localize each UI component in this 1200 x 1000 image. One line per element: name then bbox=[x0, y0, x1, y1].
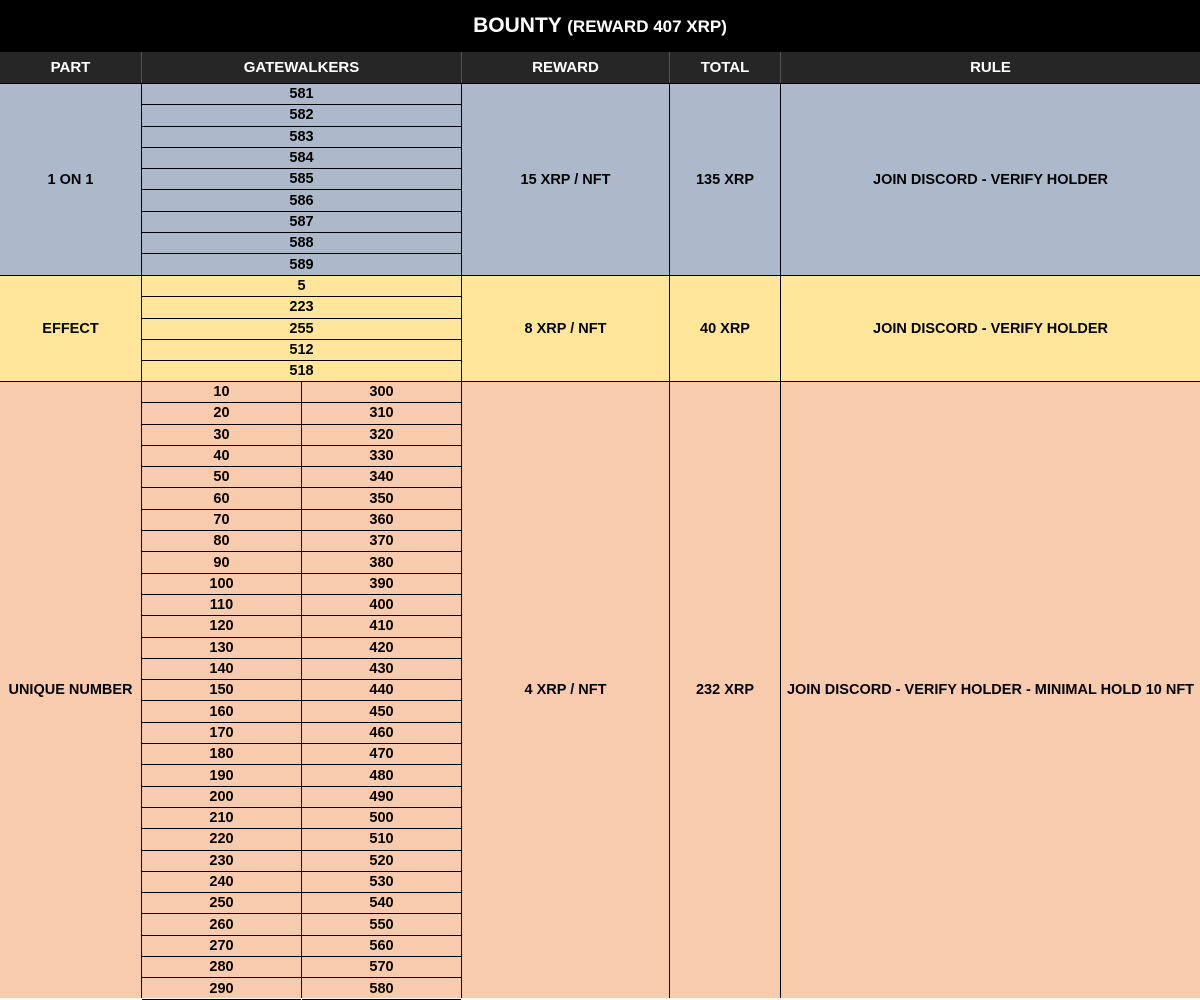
gatewalker-number: 270 bbox=[142, 936, 301, 957]
gatewalker-number: 255 bbox=[142, 319, 461, 340]
gatewalker-number: 560 bbox=[302, 936, 461, 957]
gatewalker-number: 460 bbox=[302, 723, 461, 744]
gatewalker-number: 40 bbox=[142, 446, 301, 467]
gatewalker-number: 581 bbox=[142, 84, 461, 105]
header-divider bbox=[780, 52, 781, 83]
header-reward: REWARD bbox=[532, 59, 599, 76]
gatewalker-number: 200 bbox=[142, 787, 301, 808]
rule-text: JOIN DISCORD - VERIFY HOLDER bbox=[873, 320, 1108, 337]
gatewalker-number: 160 bbox=[142, 702, 301, 723]
gatewalker-number: 140 bbox=[142, 659, 301, 680]
header-rule: RULE bbox=[970, 59, 1011, 76]
gatewalker-number: 380 bbox=[302, 552, 461, 573]
gatewalker-number: 5 bbox=[142, 276, 461, 297]
gatewalker-number: 300 bbox=[302, 382, 461, 403]
column-divider bbox=[669, 276, 670, 381]
gatewalker-number: 510 bbox=[302, 829, 461, 850]
column-divider bbox=[780, 276, 781, 381]
column-divider bbox=[669, 382, 670, 998]
gatewalker-number: 410 bbox=[302, 616, 461, 637]
header-total: TOTAL bbox=[700, 59, 750, 76]
title-main: BOUNTY bbox=[473, 14, 562, 37]
gatewalker-number: 180 bbox=[142, 744, 301, 765]
gatewalker-number: 370 bbox=[302, 531, 461, 552]
gatewalker-number: 540 bbox=[302, 893, 461, 914]
header-divider bbox=[461, 52, 462, 83]
gatewalker-number: 420 bbox=[302, 638, 461, 659]
gatewalker-number: 512 bbox=[142, 340, 461, 361]
gatewalker-number: 320 bbox=[302, 425, 461, 446]
gatewalker-number: 583 bbox=[142, 127, 461, 148]
gatewalker-number: 585 bbox=[142, 169, 461, 190]
total-value: 40 XRP bbox=[700, 320, 750, 337]
gatewalker-number: 584 bbox=[142, 148, 461, 169]
header-gatewalkers: GATEWALKERS bbox=[243, 59, 360, 76]
gatewalker-number: 10 bbox=[142, 382, 301, 403]
gatewalker-number: 230 bbox=[142, 851, 301, 872]
part-label: 1 ON 1 bbox=[47, 171, 94, 188]
gatewalker-number: 280 bbox=[142, 957, 301, 978]
part-label: EFFECT bbox=[42, 320, 99, 337]
reward-value: 15 XRP / NFT bbox=[520, 171, 611, 188]
column-divider bbox=[780, 84, 781, 275]
gatewalker-number: 240 bbox=[142, 872, 301, 893]
gatewalker-number: 589 bbox=[142, 254, 461, 275]
header-divider bbox=[141, 52, 142, 83]
gatewalker-number: 223 bbox=[142, 297, 461, 318]
gatewalker-number: 550 bbox=[302, 915, 461, 936]
gatewalker-number: 586 bbox=[142, 191, 461, 212]
gatewalker-number: 400 bbox=[302, 595, 461, 616]
rule-text: JOIN DISCORD - VERIFY HOLDER bbox=[873, 171, 1108, 188]
gatewalker-number: 530 bbox=[302, 872, 461, 893]
gatewalker-number: 330 bbox=[302, 446, 461, 467]
column-divider bbox=[461, 84, 462, 275]
section-unique-number bbox=[0, 381, 1200, 998]
gatewalker-number: 80 bbox=[142, 531, 301, 552]
gatewalker-number: 250 bbox=[142, 893, 301, 914]
gatewalker-number: 70 bbox=[142, 510, 301, 531]
gatewalker-number: 340 bbox=[302, 467, 461, 488]
rule-text: JOIN DISCORD - VERIFY HOLDER - MINIMAL HOLD 10 NFT bbox=[786, 682, 1195, 698]
header-row bbox=[0, 52, 1200, 83]
part-label: UNIQUE NUMBER bbox=[8, 682, 133, 698]
gatewalker-number: 430 bbox=[302, 659, 461, 680]
title-sub: (REWARD 407 XRP) bbox=[567, 17, 727, 36]
gatewalker-number: 150 bbox=[142, 680, 301, 701]
gatewalker-number: 490 bbox=[302, 787, 461, 808]
reward-value: 8 XRP / NFT bbox=[524, 320, 607, 337]
reward-value: 4 XRP / NFT bbox=[524, 682, 607, 698]
section-effect bbox=[0, 275, 1200, 381]
gatewalker-number: 360 bbox=[302, 510, 461, 531]
gatewalker-number: 120 bbox=[142, 616, 301, 637]
section-one-on-one bbox=[0, 83, 1200, 275]
gatewalker-number: 20 bbox=[142, 403, 301, 424]
gatewalker-number: 290 bbox=[142, 978, 301, 999]
column-divider bbox=[141, 276, 142, 381]
column-divider bbox=[141, 84, 142, 275]
gatewalker-number: 582 bbox=[142, 105, 461, 126]
total-value: 232 XRP bbox=[695, 682, 755, 698]
column-divider bbox=[461, 382, 462, 998]
header-divider bbox=[669, 52, 670, 83]
gatewalker-number: 310 bbox=[302, 403, 461, 424]
column-divider bbox=[669, 84, 670, 275]
gatewalker-number: 190 bbox=[142, 765, 301, 786]
gatewalker-number: 60 bbox=[142, 489, 301, 510]
gatewalker-number: 260 bbox=[142, 915, 301, 936]
gatewalker-number: 450 bbox=[302, 702, 461, 723]
gatewalker-number: 50 bbox=[142, 467, 301, 488]
column-divider bbox=[461, 276, 462, 381]
gatewalker-number: 170 bbox=[142, 723, 301, 744]
sheet-title bbox=[0, 0, 1200, 52]
gatewalker-number: 518 bbox=[142, 361, 461, 382]
gatewalker-number: 480 bbox=[302, 765, 461, 786]
gatewalker-number: 220 bbox=[142, 829, 301, 850]
gatewalker-number: 587 bbox=[142, 212, 461, 233]
gatewalker-number: 110 bbox=[142, 595, 301, 616]
gatewalker-number: 130 bbox=[142, 638, 301, 659]
gatewalker-number: 580 bbox=[302, 978, 461, 999]
gatewalker-number: 440 bbox=[302, 680, 461, 701]
column-divider bbox=[141, 382, 142, 998]
gatewalker-number: 30 bbox=[142, 425, 301, 446]
total-value: 135 XRP bbox=[695, 171, 755, 188]
gatewalker-number: 588 bbox=[142, 233, 461, 254]
column-divider bbox=[780, 382, 781, 998]
gatewalker-number: 90 bbox=[142, 552, 301, 573]
gatewalker-number: 390 bbox=[302, 574, 461, 595]
header-part: PART bbox=[50, 59, 91, 76]
gatewalker-number: 350 bbox=[302, 489, 461, 510]
gatewalker-number: 500 bbox=[302, 808, 461, 829]
gatewalker-number: 210 bbox=[142, 808, 301, 829]
gatewalker-number: 570 bbox=[302, 957, 461, 978]
gatewalker-number: 100 bbox=[142, 574, 301, 595]
gatewalker-number: 520 bbox=[302, 851, 461, 872]
gatewalker-number: 470 bbox=[302, 744, 461, 765]
column-divider bbox=[301, 382, 302, 998]
